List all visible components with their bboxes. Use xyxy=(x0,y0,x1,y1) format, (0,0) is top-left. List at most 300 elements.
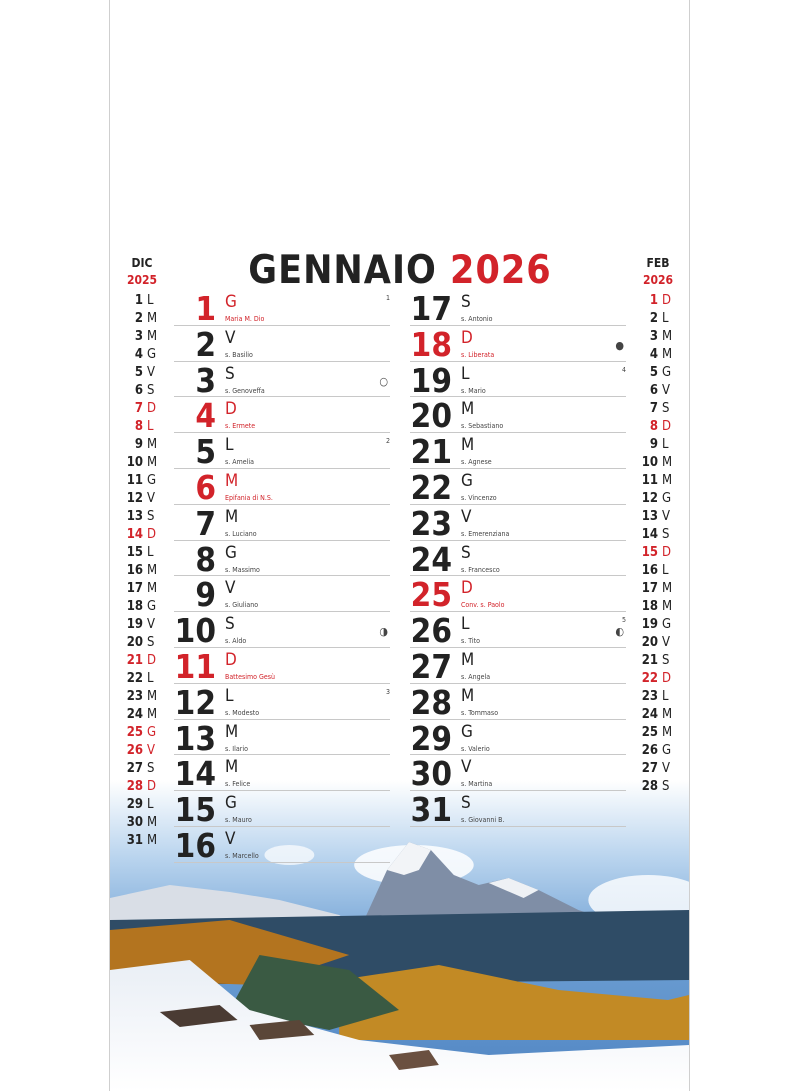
prev-month-day-row xyxy=(110,329,170,347)
prev-month-day-row xyxy=(110,491,170,509)
prev-month-day-row xyxy=(110,383,170,401)
day-number: 14 xyxy=(174,754,216,794)
weekday-letter: V xyxy=(225,327,236,348)
weekday-letter: S xyxy=(225,363,235,384)
next-month-year: 2026 xyxy=(642,273,674,287)
side-day-letter: M xyxy=(147,833,158,848)
side-day-letter: V xyxy=(147,743,155,758)
weekday-letter: S xyxy=(461,793,471,814)
prev-month-day-row xyxy=(110,653,170,671)
saint-name: s. Emerenziana xyxy=(461,529,510,538)
first-quarter-moon-icon: ◐ xyxy=(615,625,624,639)
saint-name: s. Giuliano xyxy=(225,601,259,610)
day-number: 19 xyxy=(410,360,452,400)
saint-name: s. Tito xyxy=(461,637,480,646)
side-day-letter: G xyxy=(147,599,157,614)
prev-month-day-row xyxy=(110,797,170,815)
side-day-number: 11 xyxy=(126,473,143,488)
side-day-letter: M xyxy=(662,347,673,362)
side-day-number: 1 xyxy=(134,293,143,308)
prev-month-day-row xyxy=(110,707,170,725)
weekday-letter: G xyxy=(225,292,237,312)
side-day-number: 17 xyxy=(641,581,658,596)
week-number: 4 xyxy=(621,365,626,374)
prev-month-day-row xyxy=(110,545,170,563)
saint-name: Battesimo Gesù xyxy=(225,672,276,681)
week-number: 1 xyxy=(385,294,390,302)
side-day-number: 16 xyxy=(641,563,658,578)
weekday-letter: M xyxy=(461,399,475,420)
weekday-letter: S xyxy=(461,542,471,563)
saint-name: s. Tommaso xyxy=(461,708,499,717)
day-row xyxy=(410,720,626,756)
next-month-day-row xyxy=(625,725,685,743)
side-day-letter: S xyxy=(147,383,155,398)
weekday-letter: M xyxy=(461,649,475,670)
day-row xyxy=(174,541,390,577)
weekday-letter: S xyxy=(225,614,235,635)
weekday-letter: M xyxy=(461,435,475,456)
side-day-number: 15 xyxy=(126,545,143,560)
day-row xyxy=(410,575,626,615)
side-day-number: 18 xyxy=(641,599,658,614)
side-day-letter: G xyxy=(662,491,672,506)
side-day-number: 22 xyxy=(641,671,658,686)
next-month-day-row xyxy=(625,761,685,779)
day-row xyxy=(410,541,626,577)
side-day-letter: M xyxy=(662,329,673,344)
day-row xyxy=(174,362,390,398)
saint-name: s. Massimo xyxy=(225,565,260,574)
side-day-letter: V xyxy=(147,491,155,506)
side-day-number: 26 xyxy=(126,743,143,758)
side-day-letter: M xyxy=(147,815,158,830)
side-day-number: 9 xyxy=(134,437,143,452)
day-row xyxy=(410,290,626,326)
side-day-number: 4 xyxy=(649,347,658,362)
day-number: 17 xyxy=(410,289,452,328)
next-month-day-row xyxy=(625,509,685,527)
side-day-number: 23 xyxy=(641,689,658,704)
side-day-number: 5 xyxy=(134,365,143,380)
side-day-letter: D xyxy=(662,545,672,560)
side-day-number: 13 xyxy=(641,509,658,524)
weekday-letter: G xyxy=(461,470,473,491)
side-day-letter: V xyxy=(147,617,155,632)
side-day-number: 7 xyxy=(134,401,143,416)
prev-month-list xyxy=(110,293,170,851)
next-month-day-row xyxy=(625,311,685,329)
weekday-letter: L xyxy=(461,363,470,384)
prev-month-day-row xyxy=(110,473,170,491)
side-day-number: 24 xyxy=(641,707,658,722)
saint-name: Epifania di N.S. xyxy=(225,493,273,502)
next-month-list xyxy=(625,293,685,797)
saint-name: s. Francesco xyxy=(461,565,500,574)
side-day-letter: L xyxy=(147,419,154,434)
side-day-number: 2 xyxy=(134,311,143,326)
side-day-number: 27 xyxy=(641,761,658,776)
next-month-day-row xyxy=(625,635,685,653)
side-day-number: 11 xyxy=(641,473,658,488)
side-day-number: 2 xyxy=(649,311,658,326)
day-number: 29 xyxy=(410,718,452,758)
day-number: 24 xyxy=(410,539,452,579)
day-row xyxy=(174,469,390,505)
side-day-number: 12 xyxy=(641,491,658,506)
saint-name: s. Valerio xyxy=(461,744,490,753)
saint-name: s. Mauro xyxy=(225,816,252,825)
prev-month-day-row xyxy=(110,563,170,581)
saint-name: s. Agnese xyxy=(461,458,492,467)
prev-month-day-row xyxy=(110,743,170,761)
side-day-letter: M xyxy=(147,707,158,722)
day-number: 4 xyxy=(195,396,216,436)
prev-month-day-row xyxy=(110,599,170,617)
side-day-letter: G xyxy=(147,473,157,488)
prev-month-day-row xyxy=(110,455,170,473)
side-day-letter: D xyxy=(662,671,672,686)
day-number: 3 xyxy=(195,360,216,400)
side-day-letter: V xyxy=(662,383,670,398)
side-day-letter: D xyxy=(662,293,672,308)
side-day-letter: S xyxy=(147,761,155,776)
next-month-day-row xyxy=(625,599,685,617)
side-day-letter: M xyxy=(662,473,673,488)
day-number: 5 xyxy=(195,432,216,472)
day-number: 1 xyxy=(195,289,216,328)
day-number: 10 xyxy=(174,611,216,651)
side-day-number: 8 xyxy=(649,419,658,434)
side-day-number: 25 xyxy=(641,725,658,740)
prev-month-day-row xyxy=(110,419,170,437)
saint-name: s. Amelia xyxy=(225,458,254,467)
side-day-letter: M xyxy=(147,563,158,578)
prev-month-year: 2025 xyxy=(126,273,158,287)
prev-month-day-row xyxy=(110,833,170,851)
side-day-number: 4 xyxy=(134,347,143,362)
side-day-number: 27 xyxy=(126,761,143,776)
next-month-day-row xyxy=(625,707,685,725)
month-name: GENNAIO xyxy=(248,248,437,293)
side-day-number: 30 xyxy=(126,815,143,830)
next-month-day-row xyxy=(625,347,685,365)
day-row xyxy=(410,326,626,362)
day-row xyxy=(174,684,390,720)
day-row xyxy=(410,684,626,720)
side-day-letter: L xyxy=(147,293,154,308)
prev-month-label: DIC xyxy=(131,256,153,270)
side-day-letter: M xyxy=(662,725,673,740)
side-day-letter: G xyxy=(662,365,672,380)
weekday-letter: G xyxy=(461,721,473,742)
saint-name: s. Liberata xyxy=(461,350,495,359)
side-day-letter: V xyxy=(662,635,670,650)
next-month-day-row xyxy=(625,545,685,563)
next-month-day-row xyxy=(625,779,685,797)
prev-month-day-row xyxy=(110,581,170,599)
side-day-number: 3 xyxy=(134,329,143,344)
saint-name: Conv. s. Paolo xyxy=(461,601,505,610)
next-month-day-row xyxy=(625,563,685,581)
saint-name: s. Ilario xyxy=(225,744,248,753)
next-month-day-row xyxy=(625,743,685,761)
prev-month-day-row xyxy=(110,779,170,797)
saint-name: Maria M. Dio xyxy=(225,315,265,323)
weekday-letter: D xyxy=(225,399,237,420)
side-day-number: 23 xyxy=(126,689,143,704)
day-row xyxy=(174,505,390,541)
day-row xyxy=(174,648,390,684)
side-day-number: 20 xyxy=(641,635,658,650)
side-day-number: 26 xyxy=(641,743,658,758)
saint-name: s. Mario xyxy=(461,386,486,395)
side-day-number: 29 xyxy=(126,797,143,812)
prev-month-day-row xyxy=(110,401,170,419)
side-day-letter: M xyxy=(662,581,673,596)
next-month-day-row xyxy=(625,455,685,473)
day-row xyxy=(410,396,626,436)
side-day-letter: M xyxy=(662,707,673,722)
day-number: 31 xyxy=(410,790,452,830)
prev-month-day-row xyxy=(110,671,170,689)
side-day-number: 1 xyxy=(649,293,658,308)
days-column-2 xyxy=(410,289,626,830)
day-row xyxy=(410,790,626,830)
day-number: 12 xyxy=(174,682,216,722)
side-day-letter: L xyxy=(662,563,669,578)
side-day-letter: V xyxy=(662,509,670,524)
side-day-letter: M xyxy=(147,437,158,452)
side-day-number: 22 xyxy=(126,671,143,686)
prev-month-day-row xyxy=(110,437,170,455)
day-row xyxy=(174,575,390,615)
day-row xyxy=(410,505,626,541)
weekday-letter: L xyxy=(225,685,234,706)
next-month-day-row xyxy=(625,293,685,311)
prev-month-day-row xyxy=(110,635,170,653)
week-number: 2 xyxy=(385,437,390,446)
side-day-number: 10 xyxy=(126,455,143,470)
saint-name: s. Modesto xyxy=(225,708,260,717)
next-month-day-row xyxy=(625,617,685,635)
side-day-letter: M xyxy=(147,329,158,344)
side-day-letter: G xyxy=(147,347,157,362)
side-day-number: 8 xyxy=(134,419,143,434)
side-day-letter: L xyxy=(662,437,669,452)
prev-month-day-row xyxy=(110,689,170,707)
full-moon-icon: ○ xyxy=(379,374,388,388)
day-row xyxy=(410,611,626,651)
prev-month-day-row xyxy=(110,293,170,311)
side-day-letter: D xyxy=(147,401,157,416)
side-day-number: 9 xyxy=(649,437,658,452)
side-day-number: 28 xyxy=(641,779,658,794)
month-year: 2026 xyxy=(450,248,552,293)
weekday-letter: G xyxy=(225,542,237,563)
side-day-number: 25 xyxy=(126,725,143,740)
day-row xyxy=(174,827,390,863)
side-day-letter: M xyxy=(147,689,158,704)
side-day-letter: S xyxy=(147,509,155,524)
side-day-number: 6 xyxy=(649,383,658,398)
day-row xyxy=(410,648,626,684)
weekday-letter: V xyxy=(225,828,236,849)
day-row xyxy=(174,396,390,436)
next-month-day-row xyxy=(625,365,685,383)
next-month-day-row xyxy=(625,383,685,401)
side-day-number: 19 xyxy=(641,617,658,632)
side-day-letter: M xyxy=(147,455,158,470)
last-quarter-moon-icon: ◑ xyxy=(379,625,388,639)
day-number: 20 xyxy=(410,396,452,436)
day-number: 13 xyxy=(174,718,216,758)
week-number: 5 xyxy=(621,616,626,625)
side-day-number: 12 xyxy=(126,491,143,506)
side-day-number: 16 xyxy=(126,563,143,578)
day-row xyxy=(174,611,390,651)
saint-name: s. Angela xyxy=(461,672,491,681)
day-number: 18 xyxy=(410,324,452,364)
day-row xyxy=(410,362,626,398)
weekday-letter: M xyxy=(225,721,239,742)
weekday-letter: D xyxy=(225,649,237,670)
side-day-letter: V xyxy=(662,761,670,776)
day-number: 8 xyxy=(195,539,216,579)
saint-name: s. Marcello xyxy=(225,851,259,860)
side-day-letter: M xyxy=(662,599,673,614)
day-row xyxy=(174,326,390,362)
day-number: 21 xyxy=(410,432,452,472)
day-row xyxy=(174,290,390,326)
next-month-label: FEB xyxy=(646,256,670,270)
side-day-number: 7 xyxy=(649,401,658,416)
weekday-letter: V xyxy=(461,506,472,527)
side-day-number: 17 xyxy=(126,581,143,596)
side-day-letter: L xyxy=(147,545,154,560)
next-month-day-row xyxy=(625,689,685,707)
prev-month-day-row xyxy=(110,365,170,383)
side-day-letter: G xyxy=(662,743,672,758)
day-number: 2 xyxy=(195,324,216,364)
weekday-letter: L xyxy=(225,435,234,456)
side-day-number: 13 xyxy=(126,509,143,524)
day-number: 28 xyxy=(410,682,452,722)
saint-name: s. Luciano xyxy=(225,529,257,538)
day-number: 26 xyxy=(410,611,452,651)
day-number: 25 xyxy=(410,575,452,615)
side-day-letter: M xyxy=(147,311,158,326)
side-day-letter: S xyxy=(147,635,155,650)
side-day-number: 28 xyxy=(126,779,143,794)
prev-month-day-row xyxy=(110,527,170,545)
day-number: 6 xyxy=(195,467,216,507)
day-number: 30 xyxy=(410,754,452,794)
side-day-number: 10 xyxy=(641,455,658,470)
side-day-letter: L xyxy=(147,797,154,812)
day-number: 27 xyxy=(410,646,452,686)
side-day-letter: D xyxy=(147,653,157,668)
weekday-letter: M xyxy=(225,506,239,527)
weekday-letter: D xyxy=(461,327,473,348)
prev-month-day-row xyxy=(110,725,170,743)
side-day-letter: M xyxy=(662,455,673,470)
side-day-letter: D xyxy=(662,419,672,434)
side-day-number: 5 xyxy=(649,365,658,380)
side-day-number: 21 xyxy=(641,653,658,668)
next-month-day-row xyxy=(625,581,685,599)
side-day-letter: S xyxy=(662,779,670,794)
side-day-letter: D xyxy=(147,527,157,542)
side-day-letter: V xyxy=(147,365,155,380)
day-number: 9 xyxy=(195,575,216,615)
day-row xyxy=(410,469,626,505)
next-month-day-row xyxy=(625,329,685,347)
day-number: 15 xyxy=(174,790,216,830)
next-month-day-row xyxy=(625,671,685,689)
weekday-letter: V xyxy=(461,757,472,778)
days-column-1 xyxy=(174,290,390,863)
day-number: 11 xyxy=(174,646,216,686)
next-month-day-row xyxy=(625,437,685,455)
day-number: 7 xyxy=(195,503,216,543)
side-day-number: 18 xyxy=(126,599,143,614)
side-day-letter: G xyxy=(662,617,672,632)
side-day-number: 6 xyxy=(134,383,143,398)
side-day-letter: D xyxy=(147,779,157,794)
side-day-letter: L xyxy=(147,671,154,686)
next-month-day-row xyxy=(625,473,685,491)
next-month-day-row xyxy=(625,401,685,419)
next-month-header xyxy=(628,255,688,289)
prev-month-header xyxy=(112,255,172,289)
prev-month-day-row xyxy=(110,347,170,365)
side-day-letter: G xyxy=(147,725,157,740)
saint-name: s. Basilio xyxy=(225,350,253,359)
day-row xyxy=(174,790,390,830)
weekday-letter: V xyxy=(225,578,236,599)
next-month-day-row xyxy=(625,527,685,545)
prev-month-day-row xyxy=(110,311,170,329)
side-day-number: 14 xyxy=(641,527,658,542)
side-day-number: 24 xyxy=(126,707,143,722)
weekday-letter: M xyxy=(225,757,239,778)
weekday-letter: D xyxy=(461,578,473,599)
side-day-number: 14 xyxy=(126,527,143,542)
side-day-letter: L xyxy=(662,689,669,704)
day-row xyxy=(410,432,626,472)
prev-month-day-row xyxy=(110,815,170,833)
next-month-day-row xyxy=(625,653,685,671)
day-row xyxy=(174,432,390,472)
saint-name: s. Sebastiano xyxy=(461,422,504,431)
day-number: 23 xyxy=(410,503,452,543)
side-day-letter: S xyxy=(662,527,670,542)
next-month-day-row xyxy=(625,419,685,437)
side-day-number: 21 xyxy=(126,653,143,668)
prev-month-day-row xyxy=(110,761,170,779)
weekday-letter: G xyxy=(225,793,237,814)
side-day-letter: S xyxy=(662,653,670,668)
saint-name: s. Martina xyxy=(461,780,493,789)
saint-name: s. Giovanni B. xyxy=(461,816,505,825)
side-day-number: 20 xyxy=(126,635,143,650)
weekday-letter: L xyxy=(461,614,470,635)
saint-name: s. Genoveffa xyxy=(225,386,265,395)
saint-name: s. Felice xyxy=(225,780,251,789)
weekday-letter: M xyxy=(225,470,239,491)
prev-month-day-row xyxy=(110,509,170,527)
